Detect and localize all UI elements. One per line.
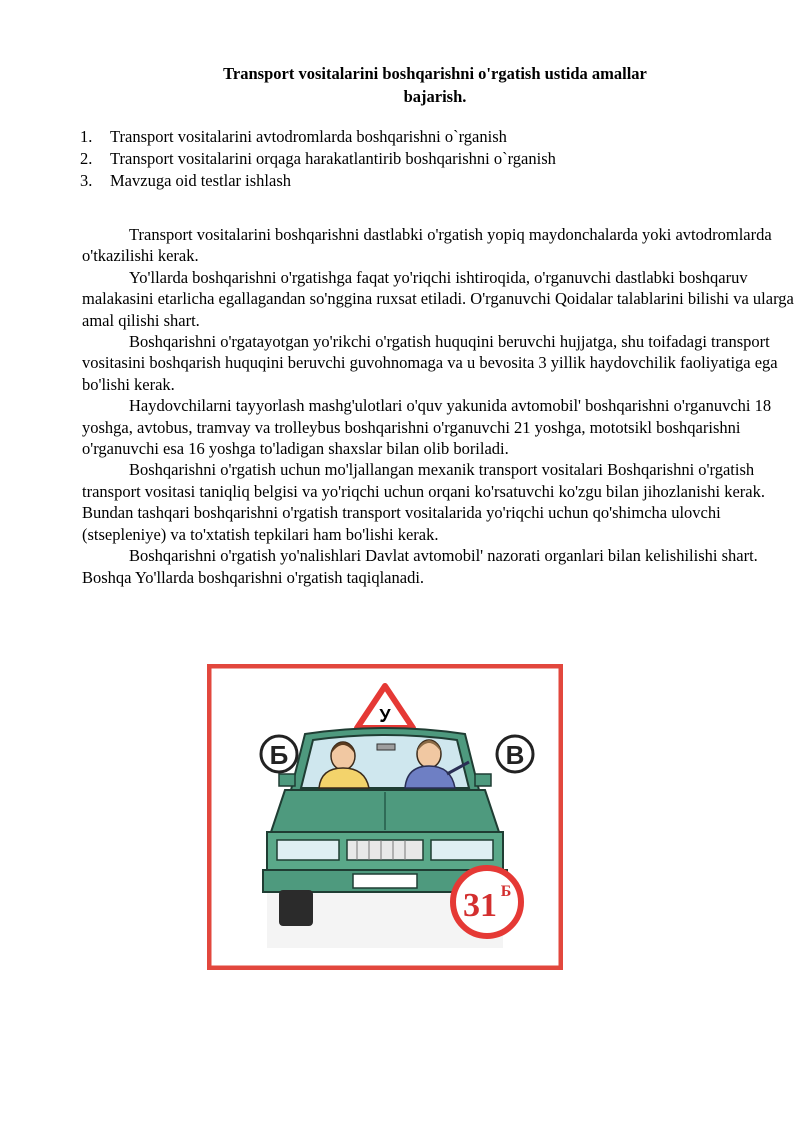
paragraph: Boshqarishni o'rgatish uchun mo'ljallangan mexanik transport vositalari Boshqarishni o'rgatish transport vositasi taniqliq belgisi va yo'riqchi uchun orqani ko'rsatuvchi ko'zgu bilan jihozlanishi kerak. Bundan tashqari boshqarishni o'rgatish transport vositalarida yo'riqchi uchun qo'shimcha ulovchi (stsepleniye) va to'xtatish tepkilari ham bo'lishi kerak. <box>82 460 765 544</box>
route-number: 31 <box>463 887 497 924</box>
topic-number: 3. <box>80 171 93 190</box>
instructor-head <box>417 740 441 768</box>
document-title <box>80 62 790 108</box>
paragraph: Yo'llarda boshqarishni o'rgatishga faqat yo'riqchi ishtiroqida, o'rganuvchi dastlabki boshqaruv malakasini etarlicha egallagandan so'nggina ruxsat etiladi. O'rganuvchi Qoidalar talablarini bilishi va ularga amal qilishi shart. <box>82 267 794 330</box>
topic-item <box>80 148 556 170</box>
left-headlight <box>277 840 339 860</box>
paragraph: Transport vositalarini boshqarishni dastlabki o'rgatish yopiq maydonchalarda yoki avtodromlarda o'tkazilishi kerak. <box>82 225 772 266</box>
topic-number: 2. <box>80 149 93 168</box>
left-side-mirror <box>279 774 295 786</box>
topic-text: Transport vositalarini orqaga harakatlantirib boshqarishni o`rganish <box>110 149 556 168</box>
topic-item <box>80 170 556 192</box>
student-driver-head <box>331 742 355 770</box>
license-plate <box>353 874 417 888</box>
right-headlight <box>431 840 493 860</box>
title-line-1: Transport vositalarini boshqarishni o'rgatish ustida amallar <box>223 64 647 83</box>
grille <box>347 840 423 860</box>
paragraph: Boshqarishni o'rgatish yo'nalishlari Davlat avtomobil' nazorati organlari bilan kelishilishi shart. Boshqa Yo'llarda boshqarishni o'rgatish taqiqlanadi. <box>82 546 758 587</box>
document-body <box>82 224 794 588</box>
topic-number: 1. <box>80 127 93 146</box>
topics-list <box>80 126 556 192</box>
right-badge-letter: В <box>505 740 525 770</box>
training-car-svg <box>207 664 563 970</box>
training-car-illustration <box>207 664 563 970</box>
topic-item <box>80 126 556 148</box>
topic-text: Transport vositalarini avtodromlarda boshqarishni o`rganish <box>110 127 507 146</box>
left-badge-letter: Б <box>269 740 289 770</box>
paragraph: Boshqarishni o'rgatayotgan yo'rikchi o'rgatish huquqini beruvchi hujjatga, shu toifadagi transport vositasini boshqarish huquqini beruvchi guvohnomaga va u bevosita 3 yillik haydovchilik faoliyatiga ega bo'lishi kerak. <box>82 332 778 394</box>
paragraph: Haydovchilarni tayyorlash mashg'ulotlari o'quv yakunida avtomobil' boshqarishni o'rganuvchi 18 yoshga, avtobus, tramvay va trolleybus boshqarishni o'rganuvchi 21 yoshga, mototsikl boshqarishni o'rganuvchi esa 16 yoshga to'ladigan shaxslar bilan olib boriladi. <box>82 396 772 459</box>
topic-text: Mavzuga oid testlar ishlash <box>110 171 292 190</box>
rear-view-mirror <box>377 744 395 750</box>
right-side-mirror <box>475 774 491 786</box>
route-number-suffix: Б <box>500 883 512 900</box>
left-wheel <box>279 890 313 926</box>
learner-sign-letter: У <box>379 706 391 726</box>
title-line-2: bajarish. <box>403 87 467 106</box>
